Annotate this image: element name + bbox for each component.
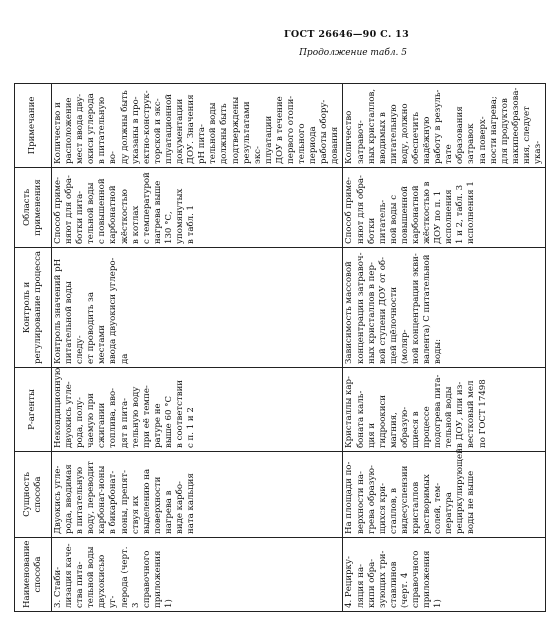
rotated-table-wrapper	[14, 84, 544, 612]
col-header-control: Контроль и регулирование процесса	[15, 248, 52, 368]
table-cell: Некондиционную двуокись угле- рода, полу- чаемую при сжигании топлива, вво- дят в пита- тельную воду при её темпе- ратуре не выше 60 °С в соответствии с п. 1 и 2	[53, 367, 197, 448]
table-cell: 4. Рецирку- ляция на- кипи обра- зующих три- ставлинов (черт. 4 справочного приложения 1)	[344, 550, 444, 608]
table-cell: Количество затравоч- ных кристаллов, вводимых в питательную воду, должно обеспечить надёжную работу в резуль- тате образования затравок на поверх- ности нагрева; для продуктов накипеобразова- ния, следует указ-	[344, 87, 544, 164]
data-table	[14, 83, 546, 612]
table-cell: Контроль значений рН питательной воды следу- ет проводить за местами ввода двуокиси углеро- да	[53, 257, 130, 364]
table-cell: Зависимость массовой концентрации затравоч- ных кристаллов в пер- вой ступени ДОУ от об- щей щёлочности (моляр- ной концентрации экви- валента) С питательной воды:	[344, 252, 444, 364]
table-cell: Кристаллы кар- боната каль- ция и гидроокиси магния, образую- щиеся в процессе подогрева пита- тельной воды в ДОУ, или из- вестковый мел по ГОСТ 17498	[344, 374, 488, 448]
table-row	[343, 84, 546, 612]
table-header-row	[15, 84, 52, 612]
col-header-note: Примечание	[15, 84, 52, 168]
table-cell: 3. Стаби- лизация каче- ства пита- тельной воды двухокисью уг- лерода (черт. 3 справочного приложения 1)	[53, 543, 174, 608]
col-header-application: Область применения	[15, 168, 52, 248]
table-cell: Способ приме- няют для обра- ботки питатель- ной воды с повышенной карбонатной жёсткостью в ДОУ по п. 1 исполнения 1 и 2, табл. 3 исполнения 1	[344, 175, 477, 244]
col-header-method-name: Наименование способа	[15, 538, 52, 612]
table-cell: Двуокись угле- рода, вводимая в питательную воду, переводит карбонат-ионы в бикарбонат- ионы, препят- ствуя их выделению на поверхности нагрева в виде карбо- ната кальция	[53, 460, 197, 534]
col-header-method-essence: Сущность способа	[15, 452, 52, 538]
table-cell: На площади по- верхности на- грева образую- щихся кри- сталлов, в видесуспензии кристаллов растворимых солей, тем- пература рециркулирующей воды не выше	[344, 448, 477, 534]
table-cell: Способ приме- няют для обра- ботки пита- тельной воды с повышенной карбонатной жёсткостью в котлах с температурой нагрева выше 130 °С, упомянутых в табл. 1	[53, 172, 197, 244]
table-row	[52, 84, 343, 612]
page-header: ГОСТ 26646—90 С. 13	[284, 29, 409, 40]
table-cell: Количество и расположение мест ввода дву- окиси углерода в питательную во- ду должны быть указаны в про- ектно-конструк- торской и экс- плуатационной документации ДОУ. Значения рН пита- тельной воды должны быть подтверждены результатами экс- плуатации ДОУ в течение первого отопи- тельного периода работы обору- дования	[53, 90, 341, 164]
col-header-reagents: Р-агенты	[15, 368, 52, 452]
table-continuation-label: Продолжение табл. 5	[299, 48, 407, 58]
